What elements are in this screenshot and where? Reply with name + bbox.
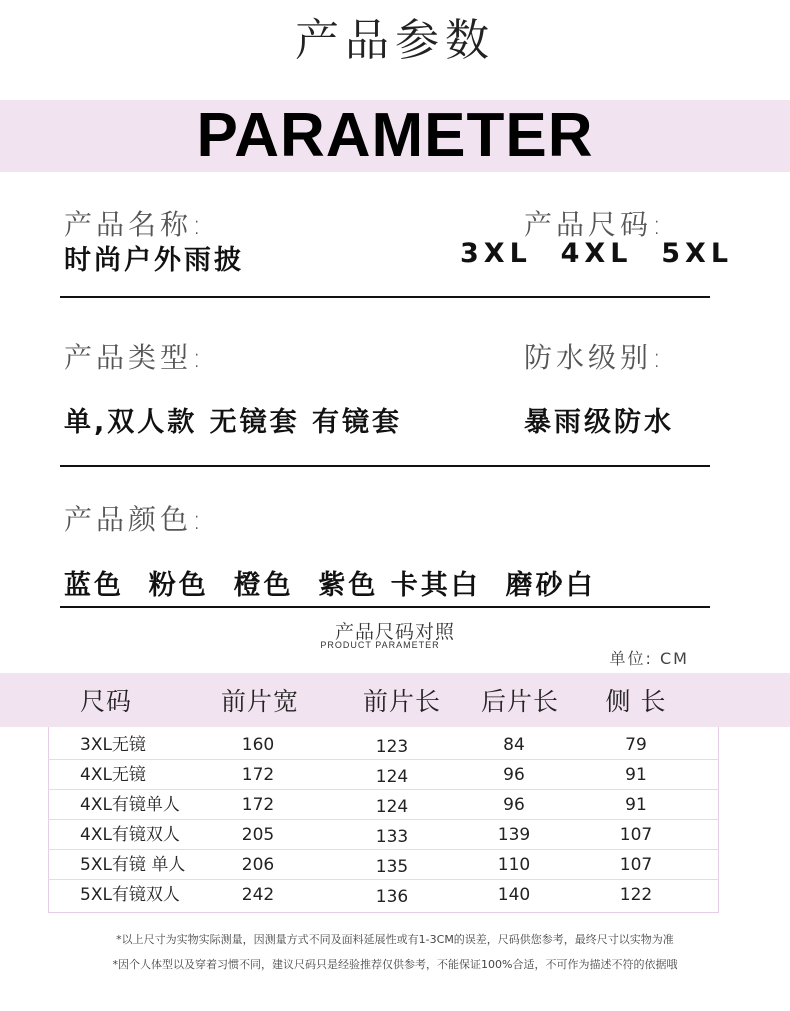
col-header-back-length: 后片长	[480, 687, 559, 716]
cell-back-length: 96	[503, 795, 525, 815]
parameter-heading: PARAMETER	[196, 101, 594, 170]
cell-front-width: 242	[241, 885, 275, 905]
footnote-measurement: *以上尺寸为实物实际测量，因测量方式不同及面料延展性或有1-3CM的误差，尺码供您参考，最终尺寸以实物为准	[116, 933, 674, 946]
col-header-front-length: 前片长	[362, 687, 441, 716]
cell-back-length: 96	[503, 765, 525, 785]
cell-side-length: 122	[619, 885, 653, 905]
table-row	[48, 850, 719, 880]
page-title-cn: 产品参数	[295, 15, 495, 66]
cell-side-length: 91	[625, 795, 647, 815]
col-header-size: 尺码	[79, 687, 132, 716]
cell-front-width: 172	[241, 765, 275, 785]
cell-front-width: 160	[241, 735, 275, 755]
cell-front-width: 172	[241, 795, 275, 815]
size-chart-subtitle: PRODUCT PARAMETER	[320, 640, 440, 650]
cell-size: 4XL有镜单人	[80, 795, 180, 815]
cell-size: 4XL有镜双人	[80, 825, 180, 845]
cell-front-length: 124	[375, 767, 409, 787]
cell-size: 3XL无镜	[80, 735, 146, 755]
table-row	[48, 790, 719, 820]
waterproof-level-label: 防水级别:	[524, 341, 666, 374]
cell-side-length: 107	[619, 825, 653, 845]
product-type-value: 单,双人款 无镜套 有镜套	[64, 407, 403, 438]
cell-size: 4XL无镜	[80, 765, 146, 785]
cell-back-length: 110	[497, 855, 531, 875]
col-header-front-width: 前片宽	[220, 687, 299, 716]
cell-front-length: 123	[375, 737, 409, 757]
cell-front-length: 124	[375, 797, 409, 817]
product-size-label: 产品尺码:	[524, 208, 666, 241]
col-header-side-length: 侧 长	[605, 687, 667, 716]
divider-1	[60, 296, 710, 298]
waterproof-level-value: 暴雨级防水	[524, 407, 674, 438]
cell-front-length: 136	[375, 887, 409, 907]
table-row	[48, 880, 719, 910]
cell-front-length: 133	[375, 827, 409, 847]
cell-size: 5XL有镜 单人	[80, 855, 186, 875]
product-color-label: 产品颜色:	[64, 503, 206, 536]
table-row	[48, 760, 719, 790]
divider-2	[60, 465, 710, 467]
cell-side-length: 79	[625, 735, 647, 755]
product-name-value: 时尚户外雨披	[64, 245, 244, 276]
cell-front-width: 206	[241, 855, 275, 875]
cell-back-length: 84	[503, 735, 525, 755]
product-type-label: 产品类型:	[64, 341, 206, 374]
divider-3	[60, 606, 710, 608]
cell-back-length: 140	[497, 885, 531, 905]
cell-back-length: 139	[497, 825, 531, 845]
table-row	[48, 730, 719, 760]
footnote-fit: *因个人体型以及穿着习惯不同，建议尺码只是经验推荐仅供参考，不能保证100%合适，不可作为描述不符的依据哦	[112, 958, 678, 971]
size-chart-title: 产品尺码对照	[334, 621, 455, 643]
cell-side-length: 91	[625, 765, 647, 785]
product-color-value: 蓝色 粉色 橙色 紫色 卡其白 磨砂白	[64, 570, 596, 601]
product-size-value: 3XL 4XL 5XL	[460, 238, 734, 269]
table-row	[48, 820, 719, 850]
cell-side-length: 107	[619, 855, 653, 875]
cell-size: 5XL有镜双人	[80, 885, 180, 905]
cell-front-width: 205	[241, 825, 275, 845]
unit-label: 单位: CM	[609, 649, 689, 668]
cell-front-length: 135	[375, 857, 409, 877]
product-name-label: 产品名称:	[64, 208, 206, 241]
